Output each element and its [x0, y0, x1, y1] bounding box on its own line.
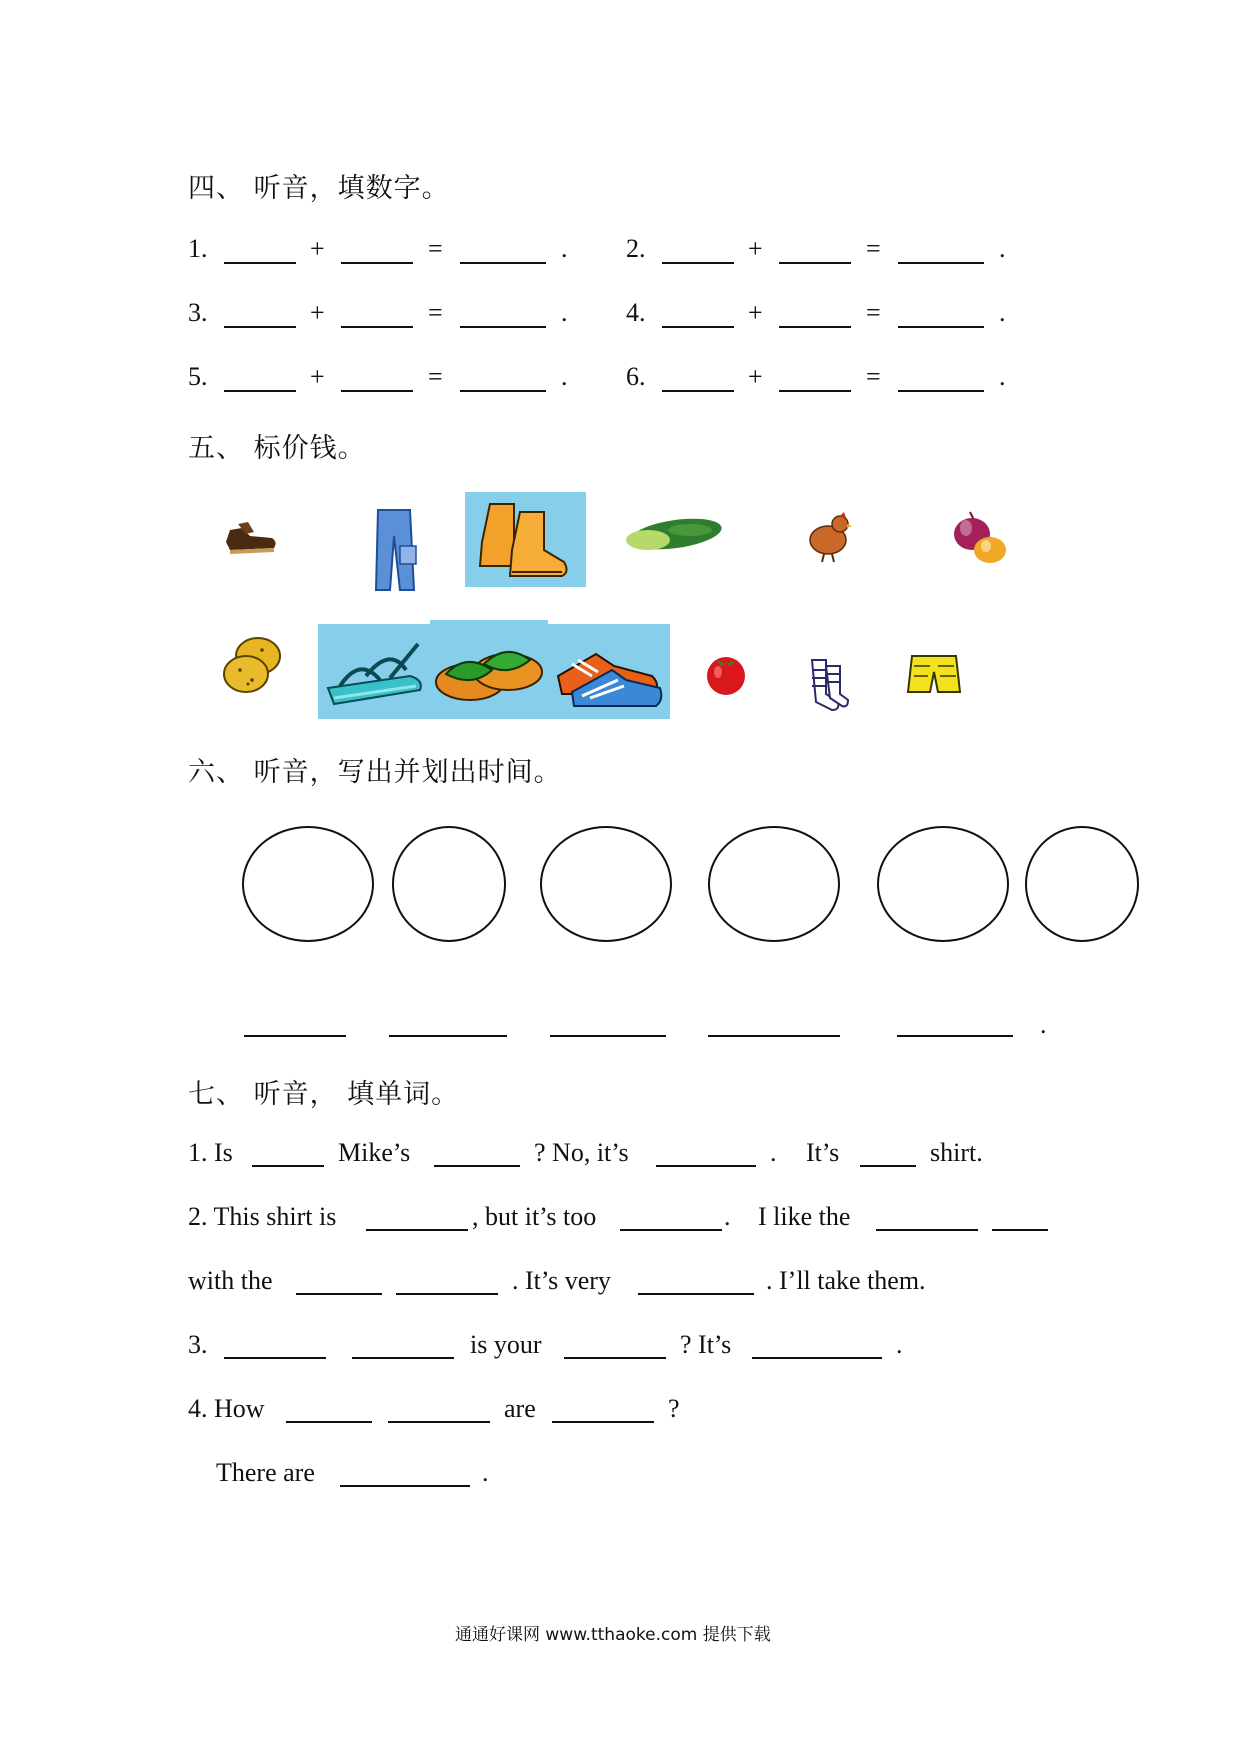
equals-sign: = — [428, 298, 443, 327]
chicken-icon — [806, 512, 852, 564]
footwear-highlight-tab — [430, 620, 548, 626]
answer-blank[interactable] — [662, 262, 734, 264]
period: . — [999, 298, 1006, 327]
time-blank[interactable] — [550, 1035, 666, 1037]
word-blank[interactable] — [752, 1357, 882, 1359]
time-blank[interactable] — [708, 1035, 840, 1037]
period: . — [999, 234, 1006, 263]
answer-blank[interactable] — [341, 262, 413, 264]
plus-sign: + — [748, 234, 763, 263]
equation-number: 1. — [188, 234, 208, 263]
period: . — [999, 362, 1006, 391]
word-blank[interactable] — [396, 1293, 498, 1295]
q7-text: ? It’s — [680, 1330, 732, 1359]
period: . — [561, 362, 568, 391]
answer-blank[interactable] — [224, 262, 296, 264]
socks-icon — [806, 656, 850, 714]
answer-blank[interactable] — [224, 326, 296, 328]
word-blank[interactable] — [252, 1165, 324, 1167]
answer-blank[interactable] — [341, 326, 413, 328]
q7-text: 3. — [188, 1330, 208, 1359]
equals-sign: = — [428, 234, 443, 263]
plus-sign: + — [748, 298, 763, 327]
footer-credit: 通通好课网 www.tthaoke.com 提供下载 — [455, 1625, 771, 1645]
equation-number: 6. — [626, 362, 646, 391]
equals-sign: = — [866, 234, 881, 263]
answer-blank[interactable] — [898, 326, 984, 328]
blue-jeans-icon — [374, 506, 420, 592]
equals-sign: = — [866, 298, 881, 327]
answer-blank[interactable] — [341, 390, 413, 392]
section-5-heading: 五、 标价钱。 — [188, 433, 366, 464]
time-blank[interactable] — [244, 1035, 346, 1037]
equation-number: 2. — [626, 234, 646, 263]
q7-text: shirt. — [930, 1138, 983, 1167]
sneakers-icon — [552, 636, 666, 716]
brown-shoes-icon — [220, 512, 280, 557]
plus-sign: + — [310, 298, 325, 327]
plus-sign: + — [748, 362, 763, 391]
section-7-heading: 七、 听音， 填单词。 — [188, 1079, 460, 1110]
word-blank[interactable] — [388, 1421, 490, 1423]
section-4-heading: 四、 听音，填数字。 — [188, 173, 450, 204]
word-blank[interactable] — [860, 1165, 916, 1167]
word-blank[interactable] — [224, 1357, 326, 1359]
sandals-icon — [320, 636, 430, 712]
word-blank[interactable] — [296, 1293, 382, 1295]
answer-blank[interactable] — [779, 390, 851, 392]
q7-text: 2. This shirt is — [188, 1202, 337, 1231]
equals-sign: = — [866, 362, 881, 391]
clock-face[interactable] — [242, 826, 374, 942]
q7-text: . — [770, 1138, 777, 1167]
word-blank[interactable] — [876, 1229, 978, 1231]
word-blank[interactable] — [340, 1485, 470, 1487]
tomato-icon — [702, 650, 750, 696]
onions-icon — [950, 508, 1010, 566]
q7-text: There are — [216, 1458, 315, 1487]
answer-blank[interactable] — [898, 262, 984, 264]
word-blank[interactable] — [286, 1421, 372, 1423]
clock-face[interactable] — [1025, 826, 1139, 942]
equation-number: 4. — [626, 298, 646, 327]
q7-text: . I’ll take them. — [766, 1266, 926, 1295]
equation-number: 3. — [188, 298, 208, 327]
word-blank[interactable] — [620, 1229, 722, 1231]
q7-text: . It’s very — [512, 1266, 611, 1295]
q7-text: 4. How — [188, 1394, 265, 1423]
slippers-icon — [432, 638, 548, 714]
clock-face[interactable] — [392, 826, 506, 942]
answer-blank[interactable] — [779, 326, 851, 328]
plus-sign: + — [310, 234, 325, 263]
orange-boots-icon — [470, 498, 582, 582]
period: . — [561, 298, 568, 327]
yellow-shorts-icon — [906, 652, 962, 698]
answer-blank[interactable] — [898, 390, 984, 392]
answer-blank[interactable] — [662, 326, 734, 328]
period: . — [561, 234, 568, 263]
word-blank[interactable] — [638, 1293, 754, 1295]
equation-number: 5. — [188, 362, 208, 391]
clock-face[interactable] — [708, 826, 840, 942]
q7-text: is your — [470, 1330, 542, 1359]
answer-blank[interactable] — [460, 326, 546, 328]
q7-text: , but it’s too — [472, 1202, 597, 1231]
q7-text: . — [724, 1202, 731, 1231]
q7-text: are — [504, 1394, 536, 1423]
section-6-heading: 六、 听音，写出并划出时间。 — [188, 757, 562, 788]
q7-text: I like the — [758, 1202, 851, 1231]
q7-text: 1. Is — [188, 1138, 233, 1167]
clock-face[interactable] — [540, 826, 672, 942]
answer-blank[interactable] — [224, 390, 296, 392]
answer-blank[interactable] — [779, 262, 851, 264]
answer-blank[interactable] — [460, 262, 546, 264]
word-blank[interactable] — [656, 1165, 756, 1167]
plus-sign: + — [310, 362, 325, 391]
time-blank[interactable] — [897, 1035, 1013, 1037]
potatoes-icon — [220, 634, 284, 698]
q7-text: ? No, it’s — [534, 1138, 629, 1167]
word-blank[interactable] — [992, 1229, 1048, 1231]
answer-blank[interactable] — [662, 390, 734, 392]
period: . — [1040, 1010, 1047, 1039]
word-blank[interactable] — [564, 1357, 666, 1359]
q7-text: with the — [188, 1266, 273, 1295]
answer-blank[interactable] — [460, 390, 546, 392]
word-blank[interactable] — [434, 1165, 520, 1167]
q7-text: . — [482, 1458, 489, 1487]
word-blank[interactable] — [366, 1229, 468, 1231]
cucumber-icon — [620, 514, 726, 556]
word-blank[interactable] — [352, 1357, 454, 1359]
clock-face[interactable] — [877, 826, 1009, 942]
time-blank[interactable] — [389, 1035, 507, 1037]
word-blank[interactable] — [552, 1421, 654, 1423]
q7-text: It’s — [806, 1138, 840, 1167]
equals-sign: = — [428, 362, 443, 391]
q7-text: Mike’s — [338, 1138, 411, 1167]
q7-text: . — [896, 1330, 903, 1359]
q7-text: ? — [668, 1394, 680, 1423]
